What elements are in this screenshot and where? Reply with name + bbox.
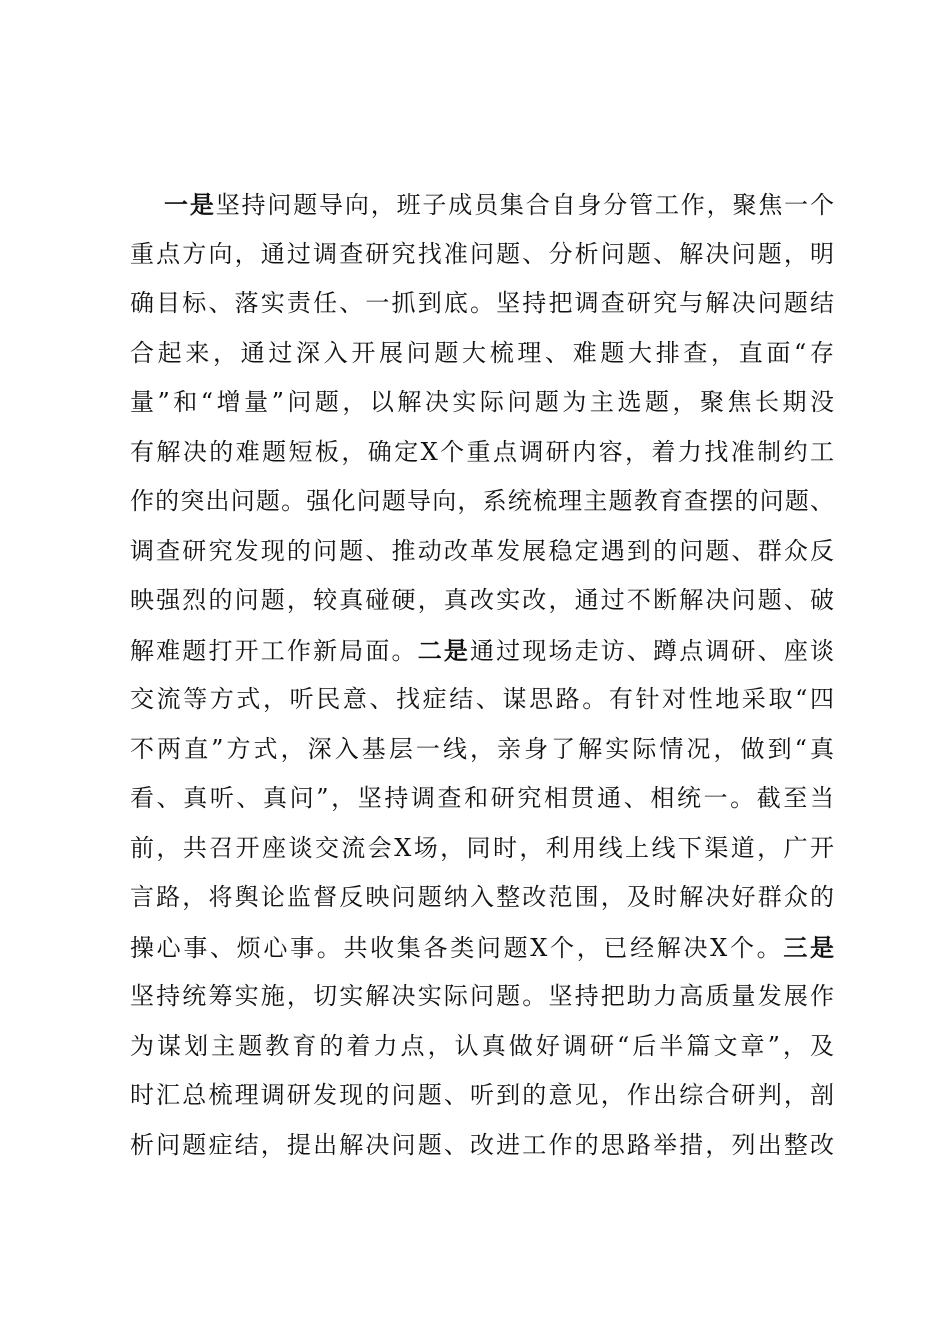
bold-lead-text: 三是 (783, 932, 837, 962)
text-line (130, 329, 838, 379)
line-text: 映强烈的问题，较真碰硬，真改实改，通过不断解决问题、破 (130, 586, 837, 614)
line-text: 有解决的难题短板，确定X个重点调研内容，着力找准制约工 (130, 437, 837, 466)
line-text: 为谋划主题教育的着力点，认真做好调研“后半篇文章”，及 (130, 1031, 838, 1060)
text-line (130, 180, 834, 230)
text-line (130, 576, 837, 626)
line-text: 调查研究发现的问题、推动改革发展稳定遇到的问题、群众反 (130, 536, 837, 565)
text-line (130, 626, 837, 676)
bold-lead-text: 二是 (417, 635, 471, 665)
line-text: 重点方向，通过调查研究找准问题、分析问题、解决问题，明 (130, 239, 837, 268)
text-line (130, 1071, 837, 1121)
line-text: 交流等方式，听民意、找症结、谋思路。有针对性地采取“四 (130, 685, 837, 713)
text-line (130, 428, 837, 478)
text-line (130, 923, 837, 973)
body-paragraph (130, 180, 838, 1170)
text-line (130, 1022, 838, 1072)
text-line (130, 725, 838, 775)
line-text: 确目标、落实责任、一抓到底。坚持把调查研究与解决问题结 (130, 289, 837, 317)
line-text: 坚持统筹实施，切实解决实际问题。坚持把助力高质量发展作 (130, 982, 837, 1010)
line-text: 前，共召开座谈交流会X场，同时，利用线上线下渠道，广开 (130, 833, 837, 862)
line-text: 言路，将舆论监督反映问题纳入整改范围，及时解决好群众的 (130, 883, 837, 911)
text-line (130, 477, 834, 527)
text-line (130, 527, 837, 577)
text-line (130, 1121, 837, 1171)
bold-lead-text: 一是 (164, 190, 216, 219)
line-text: 坚持问题导向，班子成员集合自身分管工作，聚焦一个 (215, 191, 836, 219)
text-line (130, 873, 837, 923)
line-text: 操心事、烦心事。共收集各类问题X个，已经解决X个。 (130, 933, 784, 962)
text-line (130, 774, 837, 824)
text-line (130, 378, 838, 428)
line-text: 量”和“增量”问题，以解决实际问题为主选题，聚焦长期没 (130, 388, 838, 416)
line-text: 合起来，通过深入开展问题大梳理、难题大排查，直面“存 (130, 338, 838, 367)
line-text: 通过现场走访、蹲点调研、座谈 (470, 636, 837, 665)
line-text: 不两直”方式，深入基层一线，亲身了解实际情况，做到“真 (130, 734, 838, 763)
line-text: 时汇总梳理调研发现的问题、听到的意见，作出综合研判，剖 (130, 1081, 837, 1109)
line-text: 解难题打开工作新局面。 (130, 636, 418, 665)
text-line (130, 824, 837, 874)
text-line (130, 675, 837, 725)
text-line (130, 972, 837, 1022)
line-text: 看、真听、真问”，坚持调查和研究相贯通、相统一。截至当 (130, 784, 837, 812)
text-line (130, 279, 837, 329)
line-text: 析问题症结，提出解决问题、改进工作的思路举措，列出整改 (130, 1130, 837, 1159)
line-text: 作的突出问题。强化问题导向，系统梳理主题教育查摆的问题、 (130, 487, 836, 515)
text-line (130, 230, 837, 280)
